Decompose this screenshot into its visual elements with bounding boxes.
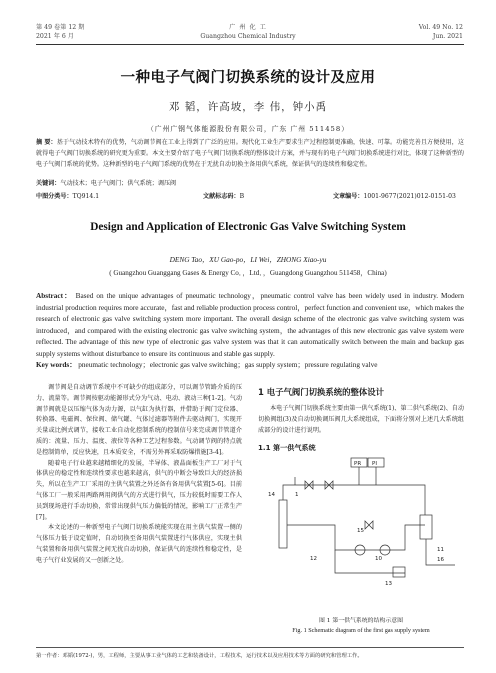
intro-paragraph-3: 本文论述的一种新型电子气阀门切换系统能实现在用主供气装置一侧的气体压力低于设定值时，自动切换至备用供气装置进行气体供应，实现主供气装置和备用供气装置之间无扰自动切换，保证供气的连续性和稳定性，是电子气行业发展的又一创新之处。 — [36, 524, 242, 564]
keywords-label: 关键词： — [36, 180, 61, 187]
label-14: 14 — [268, 492, 275, 498]
label-15: 15 — [357, 528, 364, 534]
paper-title-cn: 一种电子气阀门切换系统的设计及应用 — [120, 70, 376, 86]
paper-title-en: Design and Application of Electronic Gas Valve Switching System — [90, 221, 406, 233]
figure-1-schematic — [265, 455, 465, 587]
body-left-column — [36, 383, 242, 567]
section-1-text: 本电子气阀门切换系统主要由第一供气系统(1)、第二供气系统(2)、自动切换阀组(3)及自动切换调压阀几大系统组成，下面将分别对上述几大系统组成部分的设计进行说明。 — [258, 405, 464, 434]
header-rule — [36, 44, 464, 45]
figure-1-caption-cn: 图 1 第一供气系统的结构示意图 — [318, 618, 404, 624]
label-1: 1 — [295, 492, 299, 498]
footnote-author: 第一作者：邓韬(1972-)，男，工程师，主要从事工业气体的工艺和装备设计，工程技术，运行技术以及应用技术等方面的研究和管理工作。 — [36, 653, 363, 659]
document-code: 文献标志码：B — [203, 193, 245, 200]
figure-1-caption-en: Fig. 1 Schematic diagram of the first gas supply system — [292, 627, 430, 634]
authors-cn: 邓 韬，许高坡，李 伟，钟小禹 — [168, 101, 328, 113]
abstract-cn — [36, 138, 464, 170]
date-en: Jun. 2021 — [432, 33, 463, 40]
filter-housing — [420, 515, 432, 539]
abstract-label: 摘 要： — [36, 139, 57, 146]
volume-issue-cn: 第 49 卷第 12 期 — [36, 24, 85, 31]
label-pi: PI — [372, 461, 377, 467]
keywords-en-label: Key words： — [36, 361, 77, 369]
label-11: 11 — [437, 547, 444, 553]
abstract-en — [36, 291, 464, 360]
section-1-heading: 1 电子气阀门切换系统的整体设计 — [258, 387, 384, 397]
keywords-text-cn: 气动技术；电子气阀门；供气系统；调压阀 — [60, 180, 177, 187]
label-12: 12 — [310, 556, 317, 562]
authors-en: DENG Tao，XU Gao-po，LI Wei，ZHONG Xiao-yu — [169, 255, 327, 264]
clc-number: 中图分类号：TQ914.1 — [36, 193, 100, 200]
affiliation-cn: （广州广钢气体能源股份有限公司，广东 广州 511458） — [146, 125, 349, 133]
journal-title-cn: 广 州 化 工 — [229, 24, 267, 31]
footnote-rule — [36, 647, 464, 648]
gas-cylinder-left — [279, 500, 287, 548]
subsection-1-1-heading: 1.1 第一供气系统 — [258, 443, 316, 452]
abstract-en-label: Abstract： — [36, 292, 73, 300]
keywords-en — [36, 360, 464, 372]
article-number: 文章编号：1001-9677(2021)012-0151-03 — [333, 193, 456, 200]
abstract-text-en: Based on the unique advantages of pneumatic technology，pneumatic control valve has been widely used in industry. Modern industrial production requires more accurate，fast and reliable production process control，perfect function and convenient use，which makes the research of electronic gas valve switching system more important. The overall design scheme of the electronic gas valve switching system was introduced，and compared with the existing electronic gas valve switching system，the advantages of this new electronic gas valve system were reflected. The advantage of this new type of electronic gas valve system was that it can automatically switch between the main and backup gas supply systems without disturbance to ensure its continuous and stable gas supply. — [36, 292, 465, 358]
affiliation-en: ( Guangzhou Guanggang Gases & Energy Co．，Ltd．，Guangdong Guangzhou 511458，China) — [109, 269, 387, 277]
volume-issue-en: Vol. 49 No. 12 — [418, 24, 463, 31]
label-pr: PR — [354, 461, 362, 467]
keywords-text-en: pneumatic technology；electronic gas valve switching；gas supply system；pressure regulating valve — [78, 361, 378, 369]
journal-title-en: Guangzhou Chemical Industry — [200, 33, 296, 40]
abstract-text-cn: 基于气动技术特有的优势，气动调节阀在工业上得到了广泛的应用。现代化工业生产要求生产过程控制更准确，快速、可靠。功能完善且方便使用，这就得电子气阀门切换系统的研究更为重要。本文主要介绍了电子气阀门切换系统的整体设计方案，并与现有的电子气阀门切换系统进行对比，体现了这种新型的电子气阀门系统的优势。这种新型的电子气阀门系统的优势在于无扰自动切换主备用供气系统，保证供气的连续性和稳定性。 — [36, 139, 464, 168]
label-10: 10 — [375, 556, 382, 562]
intro-paragraph-2: 随着电子行业越来越精细化的发展，半导体、液晶面板生产工厂对于气体供应的稳定性和连续性要求也越来越高，供气的中断会导致巨大的经济损失，所以在生产工厂采用的主供气装置之外还备有备用供气装置[5-6]。目前气体工厂一般采用两路两用阀供气的方式进行供气，压力较低时需要工作人员到现场进行手动切换，常常出现供气压力偏低的情况，影响工厂正常生产[7]。 — [36, 459, 242, 521]
label-16: 16 — [437, 557, 444, 563]
intro-paragraph-1: 调节阀是自动调节系统中不可缺少的组成部分，可以调节管路介质的压力、流量等。调节阀按驱动能源形式分为气动、电动、液动三种[1-2]。气动调节阀就是以压缩气体为动力源，以气缸为执行器，并借助于阀门定位器、转换器、电磁阀、保位阀、储气罐、气体过滤器等附件去驱动阀门，实现开关量或比例式调节，接收工业自动化控制系统的控制信号来完成调节管道介质的：流量、压力、温度、液位等各种工艺过程参数。气动调节阀的特点就是控制简单，反应快速，且本质安全，不需另外再采取防爆措施[3-4]。 — [36, 384, 242, 456]
date-cn: 2021 年 6 月 — [36, 33, 74, 40]
label-13: 13 — [385, 581, 392, 587]
keywords-cn — [36, 179, 464, 190]
